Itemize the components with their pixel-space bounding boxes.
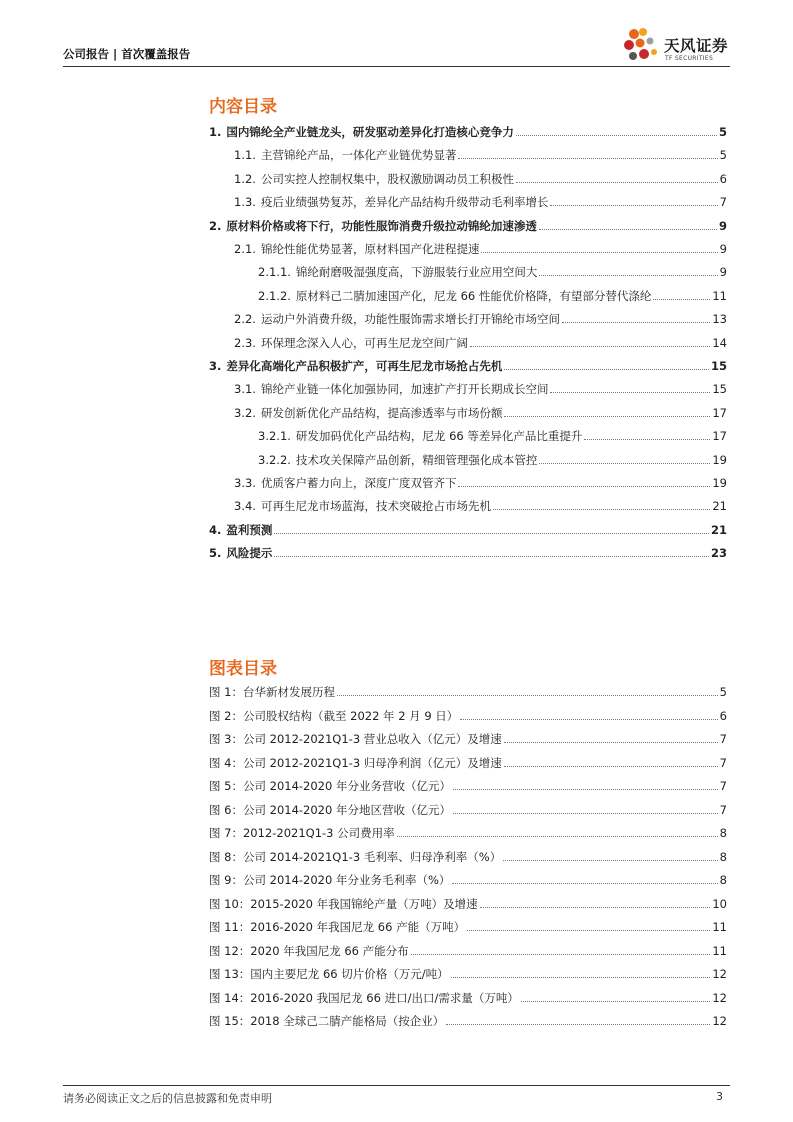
toc-entry[interactable] — [234, 476, 727, 490]
figure-index-entry[interactable] — [209, 709, 727, 723]
toc-dot-leader — [504, 415, 710, 417]
figure-index-page: 8 — [719, 849, 727, 864]
figure-index-entry[interactable] — [209, 897, 727, 911]
toc-entry-title: 差异化高端化产品积极扩产，可再生尼龙市场抢占先机 — [226, 359, 503, 373]
toc-entry-title: 盈利预测 — [226, 522, 273, 537]
toc-entry-number: 2.3. — [234, 335, 256, 350]
toc-entry-page: 23 — [710, 546, 727, 561]
toc-entry[interactable] — [234, 148, 727, 162]
toc-entry[interactable] — [209, 546, 727, 560]
figure-dot-leader — [521, 1000, 711, 1002]
figure-index-entry[interactable] — [209, 826, 727, 840]
toc-entry-number: 3.2.2. — [258, 452, 291, 467]
toc-dot-leader — [539, 462, 710, 464]
footer-divider — [63, 1085, 730, 1086]
toc-dot-leader — [584, 438, 710, 440]
figure-index-entry[interactable] — [209, 732, 727, 746]
toc-dot-leader — [550, 204, 717, 206]
toc-entry-page: 15 — [712, 382, 727, 397]
toc-entry[interactable] — [209, 523, 727, 537]
figure-index-page: 7 — [719, 802, 727, 817]
figure-index-entry[interactable] — [209, 756, 727, 770]
toc-entry-title: 锦纶性能优势显著，原材料国产化进程提速 — [260, 242, 480, 256]
figure-index-title: 图 6：公司 2014-2020 年分地区营收（亿元） — [209, 802, 451, 817]
toc-entry-title: 运动户外消费升级，功能性服饰需求增长打开锦纶市场空间 — [260, 312, 560, 327]
figure-dot-leader — [451, 976, 711, 978]
figure-index-title: 图 13：国内主要尼龙 66 切片价格（万元/吨） — [209, 967, 449, 981]
toc-entry-page: 5 — [719, 148, 727, 163]
figure-dot-leader — [453, 788, 718, 790]
toc-entry-number: 2.2. — [234, 312, 256, 327]
toc-entry-page: 19 — [712, 476, 727, 490]
figure-index-page: 7 — [719, 755, 727, 770]
toc-entry-page: 9 — [719, 242, 727, 256]
toc-entry-title: 优质客户蓄力向上，深度广度双管齐下 — [260, 476, 457, 490]
toc-entry-title: 环保理念深入人心，可再生尼龙空间广阔 — [260, 335, 468, 350]
disclaimer-text: 请务必阅读正文之后的信息披露和免责申明 — [63, 1092, 272, 1105]
toc-entry-page: 21 — [712, 499, 727, 514]
toc-entry-number: 3.1. — [234, 382, 256, 397]
figure-index-page: 12 — [712, 1014, 727, 1028]
toc-entry[interactable] — [234, 499, 727, 513]
figure-index-entry[interactable] — [209, 803, 727, 817]
toc-entry-number: 3.2.1. — [258, 429, 291, 444]
toc-entry[interactable] — [209, 219, 727, 233]
toc-entry[interactable] — [234, 312, 727, 326]
figure-index-title: 图 11：2016-2020 年我国尼龙 66 产能（万吨） — [209, 920, 466, 934]
figure-index-title: 图 14：2016-2020 我国尼龙 66 进口/出口/需求量（万吨） — [209, 990, 519, 1005]
figure-index-entry[interactable] — [209, 850, 727, 864]
figure-index-title: 图 15：2018 全球己二腈产能格局（按企业） — [209, 1014, 445, 1028]
toc-entry-page: 11 — [712, 288, 727, 303]
toc-entry-number: 1.2. — [234, 171, 256, 186]
toc-entry-page: 21 — [710, 522, 727, 537]
toc-entry[interactable] — [234, 382, 727, 396]
figure-index-page: 7 — [719, 779, 727, 793]
toc-entry-number: 3.2. — [234, 405, 256, 420]
toc-entry-page: 13 — [712, 312, 727, 327]
toc-entry-title: 锦纶产业链一体化加强协同，加速扩产打开长期成长空间 — [260, 382, 549, 397]
figure-index-page: 12 — [712, 967, 727, 981]
figure-dot-leader — [504, 765, 718, 767]
figure-index-entry[interactable] — [209, 873, 727, 887]
toc-dot-leader — [458, 485, 710, 487]
toc-dot-leader — [274, 532, 709, 534]
toc-entry[interactable] — [258, 265, 727, 279]
toc-entry-page: 15 — [710, 359, 727, 373]
toc-entry-title: 主营锦纶产品，一体化产业链优势显著 — [260, 148, 457, 163]
figure-index-page: 12 — [712, 990, 727, 1005]
toc-entry[interactable] — [234, 195, 727, 209]
toc-dot-leader — [516, 134, 717, 136]
toc-dot-leader — [493, 508, 710, 510]
toc-dot-leader — [504, 368, 709, 370]
figure-dot-leader — [503, 859, 717, 861]
toc-entry-title: 国内锦纶全产业链龙头，研发驱动差异化打造核心竞争力 — [226, 125, 514, 139]
toc-entry[interactable] — [234, 406, 727, 420]
figure-dot-leader — [480, 906, 711, 908]
toc-entry-page: 17 — [712, 429, 727, 444]
figure-dot-leader — [411, 953, 711, 955]
figure-index-title: 图 4：公司 2012-2021Q1-3 归母净利润（亿元）及增速 — [209, 755, 502, 770]
figure-index-page: 8 — [719, 826, 727, 840]
toc-entry-page: 7 — [719, 195, 727, 210]
company-logo — [620, 25, 735, 67]
figure-index-entry[interactable] — [209, 967, 727, 981]
figure-index-entry[interactable] — [209, 944, 727, 958]
toc-dot-leader — [516, 181, 718, 183]
figure-index-page: 10 — [712, 896, 727, 911]
toc-dot-leader — [539, 228, 717, 230]
header-divider — [63, 66, 730, 67]
figure-index-page: 8 — [719, 873, 727, 887]
toc-entry-number: 4. — [209, 522, 222, 537]
toc-entry[interactable] — [258, 289, 727, 303]
figure-dot-leader — [453, 812, 718, 814]
toc-entry-number: 2.1. — [234, 242, 256, 256]
toc-entry-number: 5. — [209, 546, 222, 561]
toc-entry[interactable] — [209, 359, 727, 373]
logo-english-name: TF SECURITIES — [665, 55, 714, 62]
toc-entry-title: 风险提示 — [226, 546, 273, 561]
toc-entry-title: 可再生尼龙市场蓝海，技术突破抢占市场先机 — [260, 499, 491, 514]
figure-dot-leader — [452, 882, 717, 884]
toc-entry-title: 研发创新优化产品结构，提高渗透率与市场份额 — [260, 405, 503, 420]
figure-index-title: 图 7：2012-2021Q1-3 公司费用率 — [209, 826, 395, 840]
figure-dot-leader — [337, 694, 718, 696]
toc-entry-page: 17 — [712, 405, 727, 420]
toc-entry-title: 技术攻关保障产品创新，精细管理强化成本管控 — [295, 452, 538, 467]
figure-index-title: 图 9：公司 2014-2020 年分业务毛利率（%） — [209, 873, 451, 887]
figure-index-page: 11 — [712, 943, 727, 958]
toc-entry-title: 公司实控人控制权集中，股权激励调动员工积极性 — [260, 171, 514, 186]
figure-dot-leader — [504, 741, 718, 743]
figure-index-title: 图 5：公司 2014-2020 年分业务营收（亿元） — [209, 779, 451, 793]
figure-index-entry[interactable] — [209, 1014, 727, 1028]
toc-entry[interactable] — [234, 172, 727, 186]
toc-entry-number: 1. — [209, 125, 222, 139]
toc-entry-page: 14 — [712, 335, 727, 350]
toc-entry-title: 疫后业绩强势复苏，差异化产品结构升级带动毛利率增长 — [260, 195, 549, 210]
figure-index-entry[interactable] — [209, 685, 727, 699]
page-number: 3 — [716, 1090, 723, 1103]
figure-index-entry[interactable] — [209, 920, 727, 934]
figure-index-title: 图 8：公司 2014-2021Q1-3 毛利率、归母净利率（%） — [209, 849, 502, 864]
figure-index-page: 5 — [719, 685, 727, 699]
toc-dot-leader — [539, 274, 717, 276]
logo-name: 天风证券 — [664, 37, 729, 55]
toc-entry-number: 2.1.1. — [258, 265, 291, 280]
toc-entry-title: 研发加码优化产品结构，尼龙 66 等差异化产品比重提升 — [295, 429, 583, 444]
toc-entry[interactable] — [209, 125, 727, 139]
figure-index-entry[interactable] — [209, 779, 727, 793]
figure-index-title: 图 12：2020 年我国尼龙 66 产能分布 — [209, 943, 409, 958]
toc-entry-number: 1.1. — [234, 148, 256, 163]
toc-entry[interactable] — [234, 336, 727, 350]
figure-dot-leader — [460, 718, 717, 720]
toc-dot-leader — [274, 555, 709, 557]
figure-dot-leader — [446, 1023, 710, 1025]
figure-index-title: 图 1：台华新材发展历程 — [209, 685, 335, 699]
toc-entry-page: 5 — [718, 125, 727, 139]
report-type-label: 公司报告 | 首次覆盖报告 — [63, 47, 191, 61]
toc-title: 内容目录 — [209, 97, 277, 117]
toc-entry-number: 3.3. — [234, 476, 256, 490]
figure-index-page: 6 — [719, 708, 727, 723]
figure-dot-leader — [397, 835, 718, 837]
figure-index-title: 图 2：公司股权结构（截至 2022 年 2 月 9 日） — [209, 708, 459, 723]
toc-dot-leader — [562, 321, 710, 323]
toc-entry-title: 锦纶耐磨吸湿强度高，下游服装行业应用空间大 — [295, 265, 538, 280]
toc-entry[interactable] — [258, 453, 727, 467]
toc-dot-leader — [470, 345, 710, 347]
toc-entry-number: 2.1.2. — [258, 288, 291, 303]
toc-entry-page: 9 — [719, 265, 727, 280]
figure-index-entry[interactable] — [209, 991, 727, 1005]
toc-entry[interactable] — [258, 429, 727, 443]
toc-entry-number: 3. — [209, 359, 222, 373]
figure-index-page: 7 — [719, 732, 727, 746]
toc-entry-number: 3.4. — [234, 499, 256, 514]
toc-entry-number: 1.3. — [234, 195, 256, 210]
figure-index-page: 11 — [712, 920, 727, 934]
toc-dot-leader — [458, 157, 717, 159]
toc-entry-title: 原材料己二腈加速国产化，尼龙 66 性能优价格降，有望部分替代涤纶 — [295, 288, 652, 303]
toc-entry-title: 原材料价格或将下行，功能性服饰消费升级拉动锦纶加速渗透 — [226, 218, 537, 233]
toc-entry-page: 6 — [719, 171, 727, 186]
toc-dot-leader — [481, 251, 717, 253]
figure-dot-leader — [467, 929, 710, 931]
figure-index-title: 图表目录 — [209, 659, 277, 679]
toc-entry-page: 19 — [712, 452, 727, 467]
toc-dot-leader — [550, 391, 710, 393]
toc-entry-page: 9 — [718, 218, 727, 233]
figure-index-title: 图 3：公司 2012-2021Q1-3 营业总收入（亿元）及增速 — [209, 732, 502, 746]
toc-dot-leader — [653, 298, 710, 300]
toc-entry-number: 2. — [209, 218, 222, 233]
toc-entry[interactable] — [234, 242, 727, 256]
logo-flower-icon — [620, 25, 662, 67]
figure-index-title: 图 10：2015-2020 年我国锦纶产量（万吨）及增速 — [209, 896, 478, 911]
